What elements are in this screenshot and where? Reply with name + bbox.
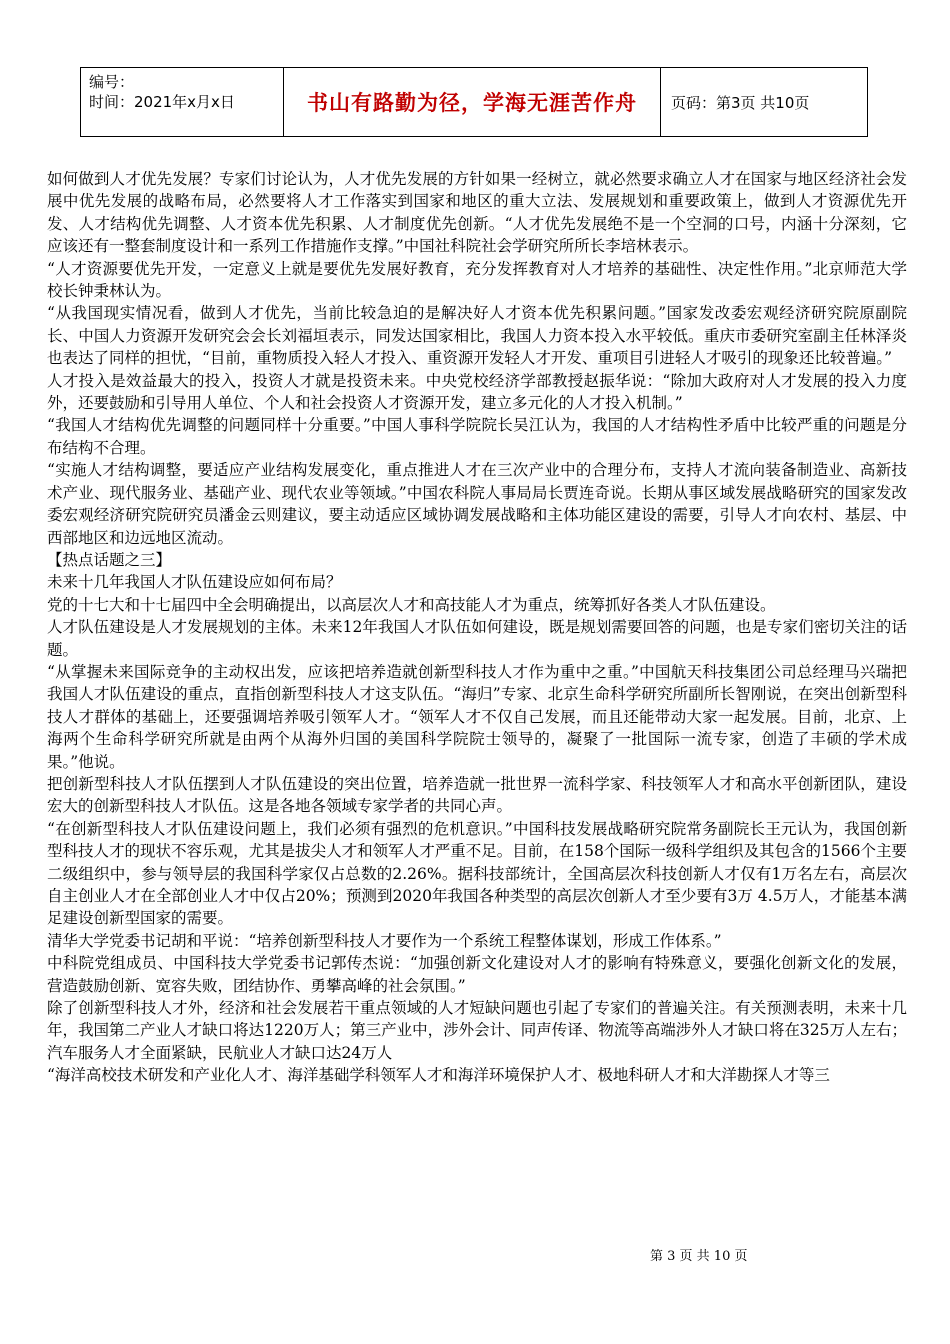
document-body xyxy=(47,168,907,1087)
paragraph: 人才投入是效益最大的投入，投资人才就是投资未来。中央党校经济学部教授赵振华说：“除加大政府对人才发展的投入力度外，还要鼓励和引导用人单位、个人和社会投资人才资源开发，建立多元化的人才投入机制。” xyxy=(47,371,907,413)
page-label: 页码：第3页 共10页 xyxy=(671,93,810,112)
page-footer: 第 3 页 共 10 页 xyxy=(650,1249,748,1264)
motto-text: 书山有路勤为径，学海无涯苦作舟 xyxy=(307,90,637,115)
paragraph: 党的十七大和十七届四中全会明确提出，以高层次人才和高技能人才为重点，统筹抓好各类人才队伍建设。 xyxy=(47,595,776,614)
paragraph: 清华大学党委书记胡和平说：“培养创新型科技人才要作为一个系统工程整体谋划，形成工作体系。” xyxy=(47,931,722,950)
paragraph: 除了创新型科技人才外，经济和社会发展若干重点领域的人才短缺问题也引起了专家们的普遍关注。有关预测表明，未来十几年，我国第二产业人才缺口将达1220万人；第三产业中，涉外会计、同声传译、物流等高端涉外人才缺口将在325万人左右；汽车服务人才全面紧缺，民航业人才缺口达24万人 xyxy=(47,999,907,1062)
paragraph: 人才队伍建设是人才发展规划的主体。未来12年我国人才队伍如何建设，既是规划需要回答的问题，也是专家们密切关注的话题。 xyxy=(47,618,907,659)
section-question: 未来十几年我国人才队伍建设应如何布局？ xyxy=(47,573,342,592)
header-motto-cell xyxy=(284,68,661,136)
paragraph: “我国人才结构优先调整的问题同样十分重要。”中国人事科学院院长吴江认为，我国的人才结构性矛盾中比较严重的问题是分布结构不合理。 xyxy=(47,416,907,457)
paragraph: “从掌握未来国际竞争的主动权出发，应该把培养造就创新型科技人才作为重中之重。”中国航天科技集团公司总经理马兴瑞把我国人才队伍建设的重点，直指创新型科技人才这支队伍。“海归”专家、北京生命科学研究所副所长智刚说，在突出创新型科技人才群体的基础上，还要强调培养吸引领军人才。“领军人才不仅自己发展，而且还能带动大家一起发展。目前，北京、上海两个生命科学研究所就是由两个从海外归国的美国科学院院士领导的，凝聚了一批国际一流专家，创造了丰硕的学术成果。”他说。 xyxy=(47,662,907,771)
paragraph: “海洋高校技术研发和产业化人才、海洋基础学科领军人才和海洋环境保护人才、极地科研人才和大洋勘探人才等三 xyxy=(47,1066,830,1085)
paragraph: “在创新型科技人才队伍建设问题上，我们必须有强烈的危机意识。”中国科技发展战略研究院常务副院长王元认为，我国创新型科技人才的现状不容乐观，尤其是拔尖人才和领军人才严重不足。目前，在158个国际一级科学组织及其包含的1566个主要二级组织中，参与领导层的我国科学家仅占总数的2.26%。据科技部统计，全国高层次科技创新人才仅有1万名左右，高层次自主创业人才在全部创业人才中仅占20%；预测到2020年我国各种类型的高层次创新人才至少要有3万 4.5万人，才能基本满足建设创新型国家的需要。 xyxy=(47,819,907,928)
paragraph: “人才资源要优先开发，一定意义上就是要优先发展好教育，充分发挥教育对人才培养的基础性、决定性作用。”北京师范大学校长钟秉林认为。 xyxy=(47,259,907,301)
paragraph: “从我国现实情况看，做到人才优先，当前比较急迫的是解决好人才资本优先积累问题。”国家发改委宏观经济研究院原副院长、中国人力资源开发研究会会长刘福垣表示，同发达国家相比，我国人力资本投入水平较低。重庆市委研究室副主任林泽炎也表达了同样的担忧，“目前，重物质投入轻人才投入、重资源开发轻人才开发、重项目引进轻人才吸引的现象还比较普遍。” xyxy=(47,304,907,368)
section-heading: 【热点话题之三】 xyxy=(47,550,172,569)
paragraph: “实施人才结构调整，要适应产业结构发展变化，重点推进人才在三次产业中的合理分布，支持人才流向装备制造业、高新技术产业、现代服务业、基础产业、现代农业等领域。”中国农科院人事局局长贾连奇说。长期从事区域发展战略研究的国家发改委宏观经济研究院研究员潘金云则建议，要主动适应区域协调发展战略和主体功能区建设的需要，引导人才向农村、基层、中西部地区和边远地区流动。 xyxy=(47,461,907,547)
time-label: 时间：2021年x月x日 xyxy=(89,93,235,111)
number-label: 编号： xyxy=(89,73,135,91)
paragraph: 中科院党组成员、中国科技大学党委书记郭传杰说：“加强创新文化建设对人才的影响有特殊意义，要强化创新文化的发展，营造鼓励创新、宽容失败，团结协作、勇攀高峰的社会氛围。” xyxy=(47,954,907,995)
paragraph: 把创新型科技人才队伍摆到人才队伍建设的突出位置，培养造就一批世界一流科学家、科技领军人才和高水平创新团队，建设宏大的创新型科技人才队伍。这是各地各领域专家学者的共同心声。 xyxy=(47,774,907,816)
header-page-cell xyxy=(661,68,867,136)
paragraph: 如何做到人才优先发展？专家们讨论认为，人才优先发展的方针如果一经树立，就必然要求确立人才在国家与地区经济社会发展中优先发展的战略布局，必然要将人才工作落实到国家和地区的重大立法、发展规划和重要政策上，做到人才资源优先开发、人才结构优先调整、人才资本优先积累、人才制度优先创新。“人才优先发展绝不是一个空洞的口号，内涵十分深刻，它应该还有一整套制度设计和一系列工作措施作支撑。”中国社科院社会学研究所所长李培林表示。 xyxy=(47,170,907,256)
header-meta xyxy=(81,68,284,136)
page-header xyxy=(80,67,868,137)
